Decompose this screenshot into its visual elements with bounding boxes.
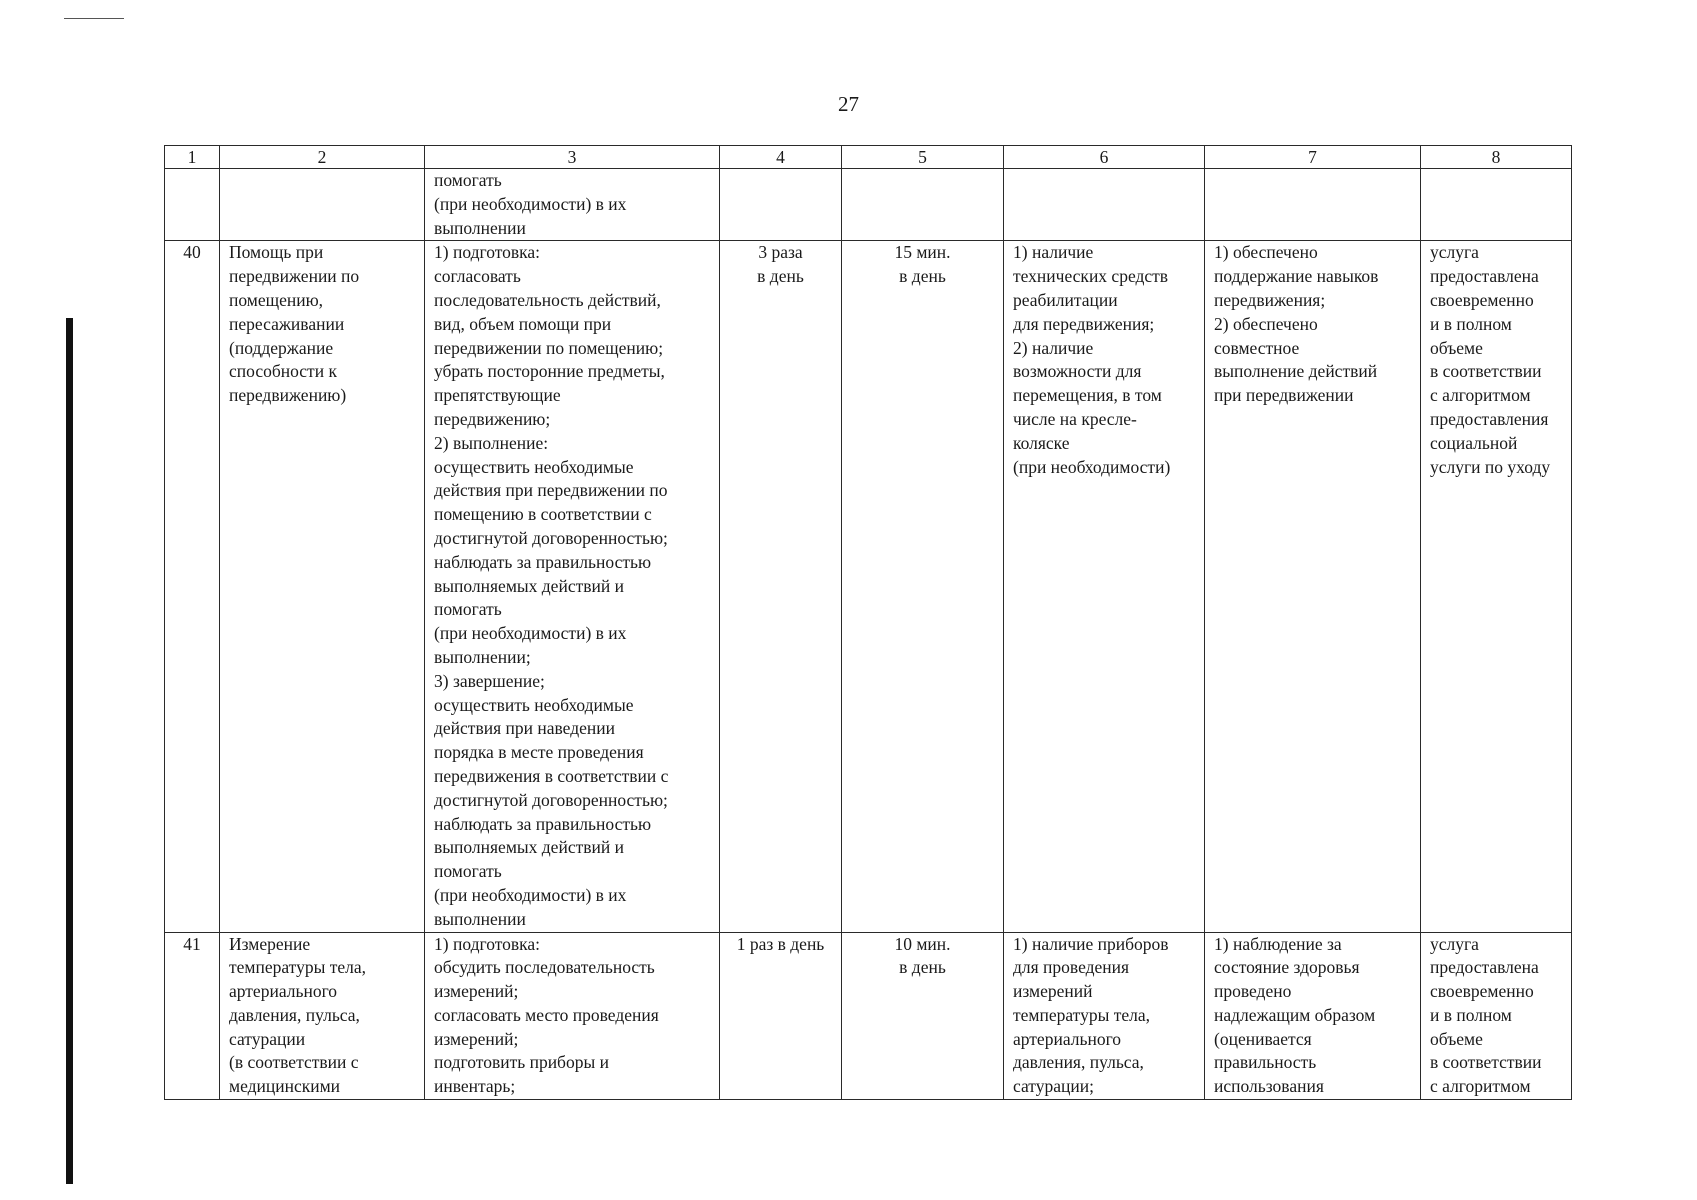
cell-line: возможности для (1013, 361, 1142, 382)
duration-cell (842, 241, 1004, 932)
cell-line: действия при передвижении по (434, 480, 668, 501)
cell-line: 2) наличие (1013, 337, 1094, 358)
cell-line: в соответствии (1430, 1052, 1542, 1073)
cell-line: достигнутой договоренностью; (434, 527, 668, 548)
cell-line: артериального (229, 981, 338, 1002)
cell-line: Измерение (229, 933, 311, 954)
cell-line: выполнении (434, 908, 526, 929)
cell-line: (оценивается (1214, 1028, 1312, 1049)
cell-line: (при необходимости) (1013, 456, 1171, 477)
cell-line: с алгоритмом (1430, 385, 1531, 406)
cell-line: наблюдать за правильностью (434, 551, 652, 572)
cell-line: медицинскими (229, 1076, 341, 1097)
cell-line: сатурации; (1013, 1076, 1094, 1097)
cell-line: измерений; (434, 1028, 519, 1049)
cell-line: достигнутой договоренностью; (434, 789, 668, 810)
cell-line: выполняемых действий и (434, 837, 624, 858)
cell-line: 15 мин. (894, 242, 951, 263)
row-number-cell: 40 (165, 241, 220, 932)
cell-line: поддержание навыков (1214, 266, 1379, 287)
cell-line: помогать (434, 861, 502, 882)
cell-line: 3) завершение; (434, 670, 545, 691)
cell-line: Помощь при (229, 242, 324, 263)
cell-line: предоставлена (1430, 266, 1539, 287)
indicators-cell (1205, 241, 1421, 932)
cell-line: правильность (1214, 1052, 1317, 1073)
conditions-cell (1004, 169, 1205, 241)
cell-line: передвижению) (229, 385, 347, 406)
procedure-cell (425, 241, 720, 932)
cell-line: помещению, (229, 289, 324, 310)
cell-line: сатурации (229, 1028, 306, 1049)
cell-line: своевременно (1430, 289, 1534, 310)
evaluation-cell (1421, 241, 1572, 932)
cell-line: (поддержание (229, 337, 334, 358)
cell-line: согласовать (434, 266, 521, 287)
binding-edge (66, 318, 73, 1184)
cell-line: давления, пульса, (1013, 1052, 1144, 1073)
cell-line: вид, объем помощи при (434, 313, 612, 334)
column-number: 7 (1205, 146, 1421, 169)
conditions-cell (1004, 932, 1205, 1100)
duration-cell (842, 932, 1004, 1100)
cell-line: объеме (1430, 337, 1483, 358)
evaluation-cell (1421, 169, 1572, 241)
cell-line: (в соответствии с (229, 1052, 359, 1073)
cell-line: передвижении по помещению; (434, 337, 664, 358)
cell-line: порядка в месте проведения (434, 742, 644, 763)
cell-line: передвижению; (434, 408, 551, 429)
cell-line: в соответствии (1430, 361, 1542, 382)
frequency-cell (720, 169, 842, 241)
cell-line: 1) наличие приборов (1013, 933, 1169, 954)
cell-line: способности к (229, 361, 337, 382)
row-number-cell (165, 169, 220, 241)
cell-line: (при необходимости) в их (434, 193, 627, 214)
service-name-cell (220, 241, 425, 932)
cell-line: 10 мин. (894, 933, 951, 954)
table-row (165, 932, 1572, 1100)
cell-line: в день (899, 266, 946, 287)
cell-line: 1) наличие (1013, 242, 1094, 263)
cell-line: передвижения в соответствии с (434, 765, 669, 786)
cell-line: выполнение действий (1214, 361, 1378, 382)
conditions-cell (1004, 241, 1205, 932)
top-rule (64, 18, 124, 19)
cell-line: 1) обеспечено (1214, 242, 1318, 263)
cell-line: согласовать место проведения (434, 1004, 659, 1025)
cell-line: убрать посторонние предметы, (434, 361, 665, 382)
cell-line: при передвижении (1214, 385, 1354, 406)
column-number: 6 (1004, 146, 1205, 169)
cell-line: использования (1214, 1076, 1324, 1097)
cell-line: (при необходимости) в их (434, 884, 627, 905)
cell-line: последовательность действий, (434, 289, 661, 310)
cell-line: коляске (1013, 432, 1070, 453)
cell-line: выполнении; (434, 646, 531, 667)
cell-line: давления, пульса, (229, 1004, 360, 1025)
cell-line: помогать (434, 599, 502, 620)
cell-line: пересаживании (229, 313, 345, 334)
cell-line: для проведения (1013, 957, 1130, 978)
cell-line: 2) выполнение: (434, 432, 549, 453)
cell-line: предоставления (1430, 408, 1549, 429)
row-number-cell: 41 (165, 932, 220, 1100)
column-number: 1 (165, 146, 220, 169)
cell-line: услуги по уходу (1430, 456, 1551, 477)
cell-line: измерений (1013, 981, 1093, 1002)
cell-line: в день (899, 957, 946, 978)
cell-line: и в полном (1430, 1004, 1512, 1025)
cell-line: состояние здоровья (1214, 957, 1360, 978)
table-row (165, 241, 1572, 932)
cell-line: предоставлена (1430, 957, 1539, 978)
cell-line: реабилитации (1013, 289, 1118, 310)
table-row-continuation (165, 169, 1572, 241)
cell-line: осуществить необходимые (434, 694, 634, 715)
procedure-cell (425, 932, 720, 1100)
cell-line: перемещения, в том (1013, 385, 1162, 406)
column-number: 5 (842, 146, 1004, 169)
cell-line: помещению в соответствии с (434, 504, 652, 525)
cell-line: осуществить необходимые (434, 456, 634, 477)
cell-line: надлежащим образом (1214, 1004, 1376, 1025)
cell-line: проведено (1214, 981, 1292, 1002)
frequency-cell (720, 932, 842, 1100)
cell-line: инвентарь; (434, 1076, 516, 1097)
cell-line: числе на кресле- (1013, 408, 1137, 429)
cell-line: передвижении по (229, 266, 360, 287)
page-number: 27 (838, 92, 859, 116)
cell-line: действия при наведении (434, 718, 615, 739)
cell-line: 1) подготовка: (434, 933, 541, 954)
cell-line: наблюдать за правильностью (434, 813, 652, 834)
column-number: 2 (220, 146, 425, 169)
cell-line: препятствующие (434, 385, 561, 406)
cell-line: объеме (1430, 1028, 1483, 1049)
cell-line: артериального (1013, 1028, 1122, 1049)
column-number: 4 (720, 146, 842, 169)
cell-line: в день (757, 266, 804, 287)
cell-line: своевременно (1430, 981, 1534, 1002)
service-name-cell (220, 932, 425, 1100)
column-number: 3 (425, 146, 720, 169)
cell-line: 1) подготовка: (434, 242, 541, 263)
cell-line: температуры тела, (1013, 1004, 1151, 1025)
cell-line: обсудить последовательность (434, 957, 655, 978)
frequency-cell (720, 241, 842, 932)
services-table (164, 145, 1572, 1100)
cell-line: для передвижения; (1013, 313, 1155, 334)
cell-line: услуга (1430, 933, 1479, 954)
evaluation-cell (1421, 932, 1572, 1100)
cell-line: (при необходимости) в их (434, 623, 627, 644)
cell-line: помогать (434, 170, 502, 190)
cell-line: 3 раза (758, 242, 803, 263)
cell-line: передвижения; (1214, 289, 1326, 310)
procedure-cell (425, 169, 720, 241)
cell-line: 1 раз в день (736, 933, 825, 954)
cell-line: 2) обеспечено (1214, 313, 1318, 334)
cell-line: с алгоритмом (1430, 1076, 1531, 1097)
table-body (165, 146, 1572, 1100)
indicators-cell (1205, 932, 1421, 1100)
cell-line: температуры тела, (229, 957, 367, 978)
service-name-cell (220, 169, 425, 241)
cell-line: подготовить приборы и (434, 1052, 609, 1073)
cell-line: 1) наблюдение за (1214, 933, 1342, 954)
cell-line: выполнении (434, 217, 526, 238)
cell-line: услуга (1430, 242, 1479, 263)
cell-line: совместное (1214, 337, 1300, 358)
cell-line: измерений; (434, 981, 519, 1002)
duration-cell (842, 169, 1004, 241)
cell-line: выполняемых действий и (434, 575, 624, 596)
cell-line: технических средств (1013, 266, 1169, 287)
cell-line: социальной (1430, 432, 1518, 453)
column-number-row (165, 146, 1572, 169)
cell-line: и в полном (1430, 313, 1512, 334)
indicators-cell (1205, 169, 1421, 241)
column-number: 8 (1421, 146, 1572, 169)
